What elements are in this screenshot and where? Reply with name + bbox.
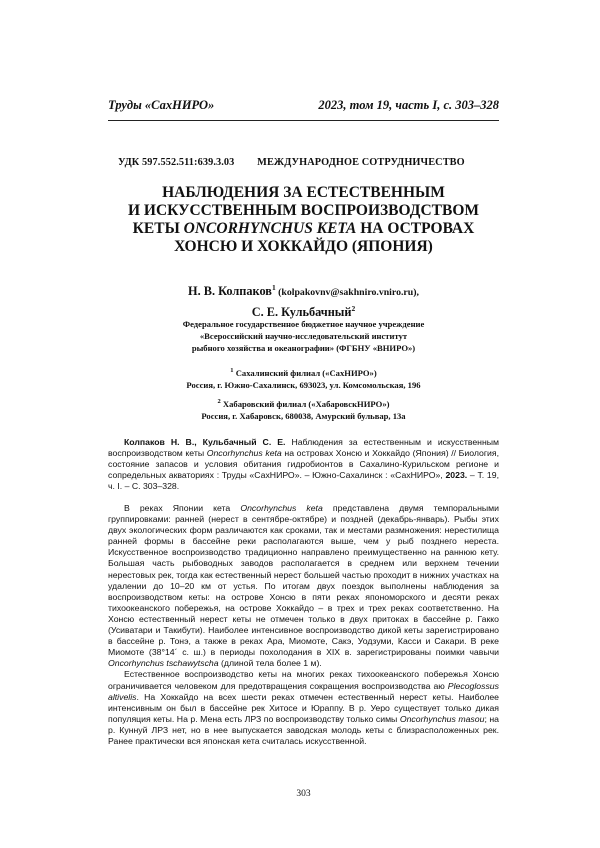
volume-info: 2023, том 19, часть I, с. 303–328 [318, 98, 499, 112]
affiliation-branch-1 [108, 365, 499, 391]
body-text: В реках Японии кета [124, 503, 241, 513]
body-text: (длиной тела более 1 м). [218, 658, 322, 669]
running-head [108, 98, 499, 113]
title-line-3 [108, 220, 499, 238]
authors [108, 280, 499, 320]
body-text: . На Хоккайдо на всех шести реках отмечен естественный нерест кеты. Наиболее интенсивным он был в бассейне рек Хитосе и Юраппу. В р. Уеро существует только дикая популяция кеты. На р. Мена есть ЛРЗ по воспроизводству только симы [108, 691, 499, 724]
title-line-2: И ИСКУССТВЕННЫМ ВОСПРОИЗВОДСТВОМ [127, 202, 480, 219]
branch-1-title: Сахалинский филиал («СахНИРО») [233, 367, 377, 378]
branch-2-name [108, 396, 499, 411]
species-name: Oncorhynchus keta [240, 503, 323, 513]
species-name: Oncorhynchus tschawytscha [108, 658, 219, 669]
citation-text: на островах Хонсю и Хоккайдо (Япония) // Биология, состояние запасов и условия обитания гидробионтов в Сахалино-Курильском регионе и сопредельных акваториях : Труды «СахНИРО». – Южно-Сахалинск : «СахНИРО», [108, 448, 500, 481]
body-text: Естественное воспроизводство кеты на многих реках тихоокеанского побережья Хонсю ограничивается человеком для предотвращения сокращения воспроизводства аю [108, 669, 499, 691]
branch-2-address: Россия, г. Хабаровск, 680038, Амурский бульвар, 13а [201, 410, 406, 421]
branch-1-name [108, 365, 499, 380]
citation-year: 2023. [445, 470, 468, 481]
body-text: представлена двумя темпоральными группировками: ранней (нерест в сентябре-октябре) и поздней (декабрь-январь). Рыбы этих двух экологических форм различаются как сроками, так и местами размножения: нерестилища ранней формы в бассейне реки располагаются выше, чем у рыб позднего нереста. Искусственное воспроизводство традиционно направлено преимущественно на раннюю кету. Большая часть рыбоводных заводов располагается в среднем или верхнем течении нерестовых рек, тогда как естественный нерест большей частью проходит в нижних участках на удалении до 10–20 км от устья. По итогам двух поездок выполнены наблюдения за воспроизводством кеты: на острове Хонсю в пяти реках япономорского и десяти реках тихоокеанского побережья, на острове Хоккайдо – в трех и трех реках соответственно. На Хонсю естественный нерест кеты не отмечен только в двух притоках в бассейне р. Гакко (Усиватари и Такибути). Наиболее интенсивное воспроизводство дикой кеты зарегистрировано в бассейне р. Тонэ, а также в реках Ара, Миомоте, Сакэ, Уодзуми, Касси и Сакари. В реке Миомоте (38°14´ с. ш.) в периоды похолодания в XIX в. зарегистрированы поимки чавычи [108, 503, 499, 658]
branch-2-title: Хабаровский филиал («ХабаровскНИРО») [220, 398, 390, 409]
author-1: Н. В. Колпаков [188, 284, 272, 299]
journal-name: Труды «СахНИРО» [108, 98, 215, 112]
udc-line [118, 157, 498, 168]
body-paragraph-1 [108, 503, 499, 669]
author-1-affil-mark: 1 [271, 283, 276, 292]
body-text: ; на р. Куннуй ЛРЗ нет, но в нее выпускается заводская молодь кеты с близрасположенных рек. Ранее практически вся японская кета считалась искусственной. [108, 713, 499, 746]
page-number: 303 [296, 789, 311, 799]
article-title [108, 184, 499, 256]
author-1-line [108, 280, 499, 301]
citation-text: Наблюдения за естественным и искусственным воспроизводством кеты [108, 437, 499, 459]
branch-2-mark: 2 [217, 398, 221, 405]
udc-code: УДК 597.552.511:639.3.03 [118, 157, 235, 168]
author-1-email: (kolpakovnv@sakhniro.vniro.ru), [275, 287, 419, 299]
title-text: НА ОСТРОВАХ [356, 220, 475, 237]
citation-species: Oncorhynchus keta [206, 448, 282, 459]
author-2-affil-mark: 2 [351, 303, 356, 313]
abstract-body [108, 503, 499, 747]
body-paragraph-2 [108, 669, 499, 747]
title-species: ONCORHYNCHUS KETA [183, 220, 357, 237]
species-name: Oncorhynchus masou [399, 713, 485, 724]
branch-1-address: Россия, г. Южно-Сахалинск, 693023, ул. Комсомольская, 196 [186, 379, 421, 390]
affiliation-line: Федеральное государственное бюджетное научное учреждение [182, 319, 425, 329]
citation-text: – Т. 19, ч. I. – С. 303–328. [108, 470, 499, 492]
title-line-4: ХОНСЮ И ХОККАЙДО (ЯПОНИЯ) [174, 238, 433, 255]
citation-paragraph [108, 437, 499, 492]
species-name: Plecoglossus altivelis [108, 680, 499, 702]
section-rubric: МЕЖДУНАРОДНОЕ СОТРУДНИЧЕСТВО [257, 157, 465, 168]
citation-authors: Колпаков Н. В., Кульбачный С. Е. [124, 437, 286, 447]
affiliation-branch-2 [108, 396, 499, 422]
header-rule [108, 120, 499, 121]
citation-block [108, 437, 499, 492]
author-2-line [108, 301, 499, 321]
affiliation-organization [108, 319, 499, 354]
branch-1-mark: 1 [230, 367, 234, 374]
author-2: С. Е. Кульбачный [251, 304, 352, 319]
affiliation-line: «Всероссийский научно-исследовательский институт [199, 330, 408, 341]
title-text: КЕТЫ [132, 220, 184, 237]
title-line-1: НАБЛЮДЕНИЯ ЗА ЕСТЕСТВЕННЫМ [162, 184, 445, 201]
affiliation-line: рыбного хозяйства и океанографии» (ФГБНУ «ВНИРО») [191, 342, 416, 353]
